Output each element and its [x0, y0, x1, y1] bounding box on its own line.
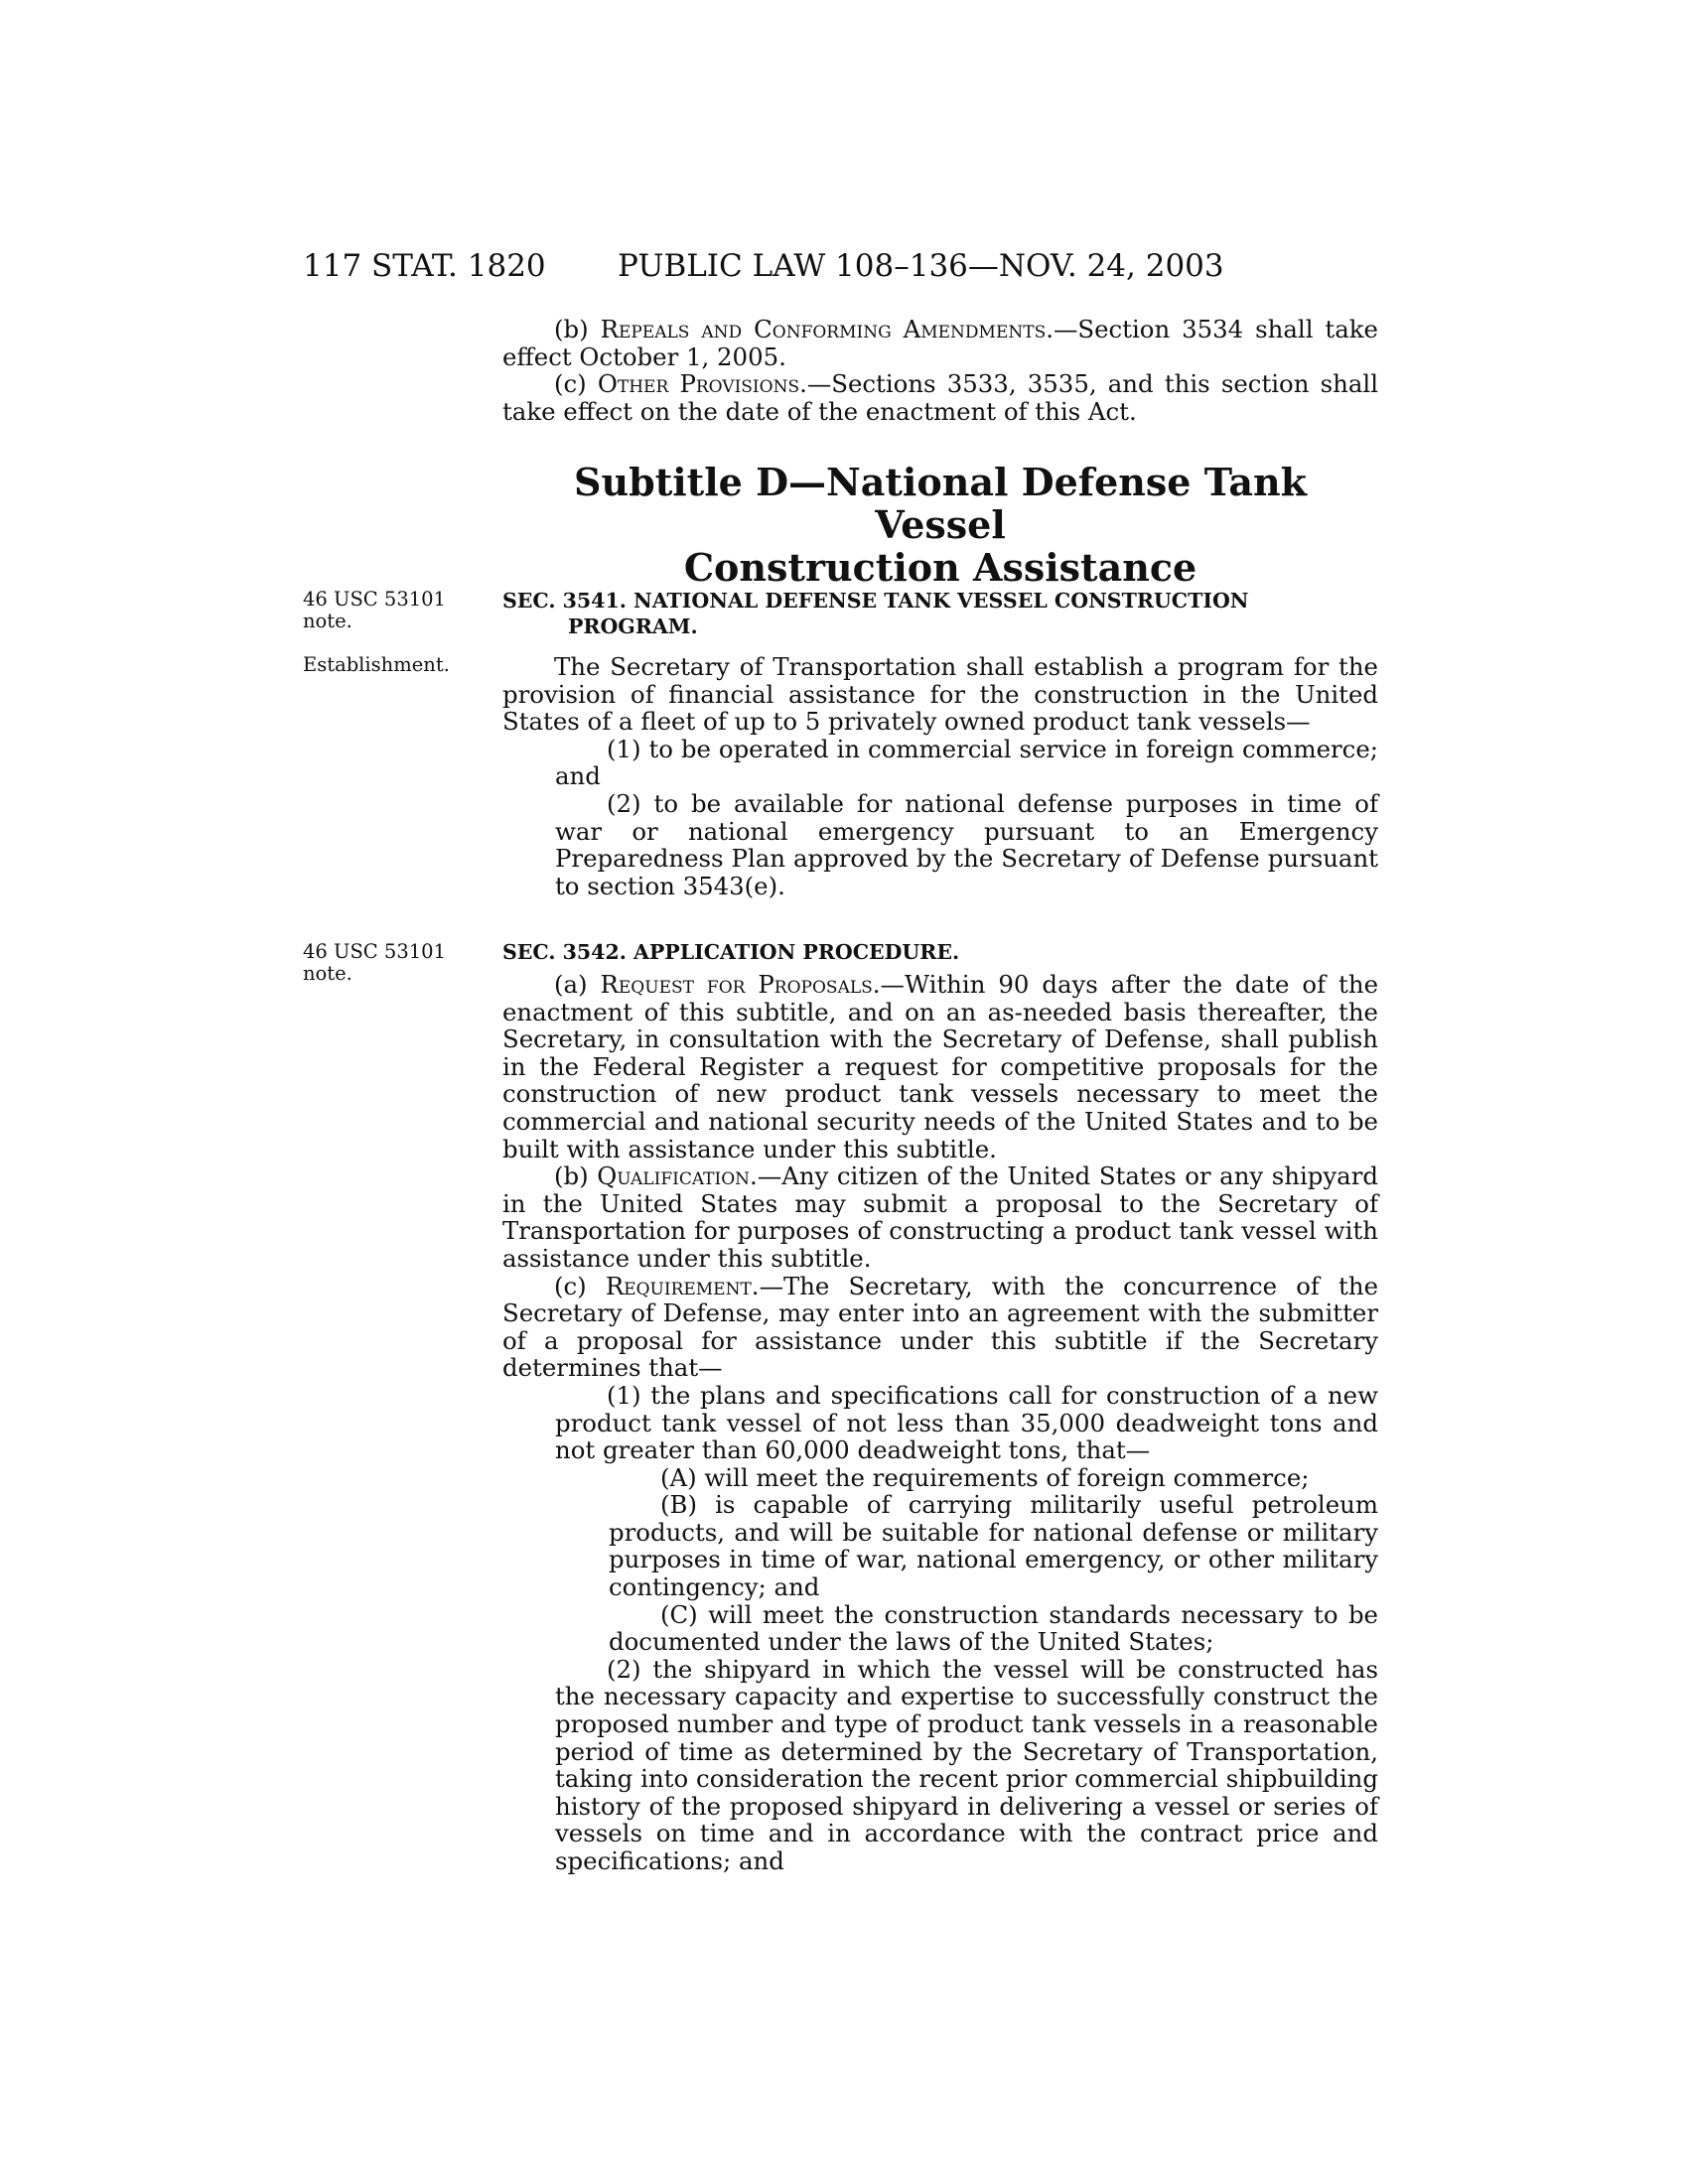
margin-note-establishment: Establishment.: [303, 653, 450, 676]
heading-other-provisions: Other Provisions.: [597, 369, 807, 399]
section-3542: [502, 939, 1378, 1875]
section-3541-item-1: (1) to be operated in commercial service in foreign commerce; and: [555, 734, 1378, 791]
section-3541-intro: The Secretary of Transportation shall establish a program for the provision of financial assistance for the construction in the United States of a fleet of up to 5 privately owned product tank vessels—: [502, 652, 1378, 737]
paragraph-c-other-provisions: (c) Other Provisions.—Sections 3533, 3535, and this section shall take effect on the date of the enactment of this Act.: [502, 369, 1378, 426]
heading-request-for-proposals: Request for Proposals.: [600, 970, 881, 999]
section-3541: [502, 588, 1378, 899]
paragraph-b-repeals: (b) Repeals and Conforming Amendments.—Section 3534 shall take effect October 1, 2005.: [502, 315, 1378, 371]
stat-page-number: 117 STAT. 1820: [303, 248, 546, 284]
section-3542-c: (c) Requirement.—The Secretary, with the concurrence of the Secretary of Defense, may enter into an agreement with the submitter of a proposal for assistance under this subtitle if the Secretary determines that—: [502, 1271, 1378, 1383]
section-3542-c-2: (2) the shipyard in which the vessel will be constructed has the necessary capacity and expertise to successfully construct the proposed number and type of product tank vessels in a reasonable period of time as determined by the Secretary of Transportation, taking into consideration the recent prior commercial shipbuilding history of the proposed shipyard in delivering a vessel or series of vessels on time and in accordance with the contract price and specifications; and: [555, 1654, 1378, 1875]
margin-note-usc-1: 46 USC 53101 note.: [303, 588, 446, 632]
section-3542-heading: SEC. 3542. APPLICATION PROCEDURE.: [502, 940, 960, 964]
margin-note-usc-2: 46 USC 53101 note.: [303, 940, 446, 985]
section-3542-c-1: (1) the plans and specifications call for construction of a new product tank vessel of not less than 35,000 deadweight tons and not greater than 60,000 deadweight tons, that—: [555, 1380, 1378, 1465]
section-3542-a: (a) Request for Proposals.—Within 90 days after the date of the enactment of this subtitle, and on an as-needed basis thereafter, the Secretary, in consultation with the Secretary of Defense, shall publish in the Federal Register a request for competitive proposals for the construction of new product tank vessels necessary to meet the commercial and national security needs of the United States and to be built with assistance under this subtitle.: [502, 970, 1379, 1163]
heading-repeals: Repeals and Conforming Amendments.: [600, 315, 1054, 343]
section-3542-c-1-C: (C) will meet the construction standards necessary to be documented under the laws of the United States;: [609, 1599, 1378, 1657]
section-3542-c-1-B: (B) is capable of carrying militarily useful petroleum products, and will be suitable for national defense or military purposes in time of war, national emergency, or other military contingency; and: [609, 1490, 1378, 1602]
effective-dates-paragraphs: [502, 316, 1378, 425]
subtitle-heading: [502, 461, 1378, 589]
heading-requirement: Requirement.: [605, 1271, 760, 1300]
subtitle-line-2: Construction Assistance: [683, 545, 1197, 590]
page-header: [0, 248, 1688, 288]
section-3542-c-1-A: (A) will meet the requirements of foreign commerce;: [660, 1462, 1310, 1492]
section-3541-heading: SEC. 3541. NATIONAL DEFENSE TANK VESSEL CONSTRUCTION PROGRAM.: [502, 589, 1249, 638]
section-3542-b: (b) Qualification.—Any citizen of the United States or any shipyard in the United States may submit a proposal to the Secretary of Transportation for purposes of constructing a product tank vessel with assistance under this subtitle.: [502, 1161, 1378, 1273]
subtitle-line-1: Subtitle D—National Defense Tank Vessel: [574, 460, 1307, 547]
heading-qualification: Qualification.: [597, 1161, 758, 1191]
public-law-citation: PUBLIC LAW 108–136—NOV. 24, 2003: [618, 248, 1224, 284]
section-3541-item-2: (2) to be available for national defense purposes in time of war or national emergency pursuant to an Emergency Preparedness Plan approved by the Secretary of Defense pursuant to section 3543(e).: [555, 788, 1378, 900]
